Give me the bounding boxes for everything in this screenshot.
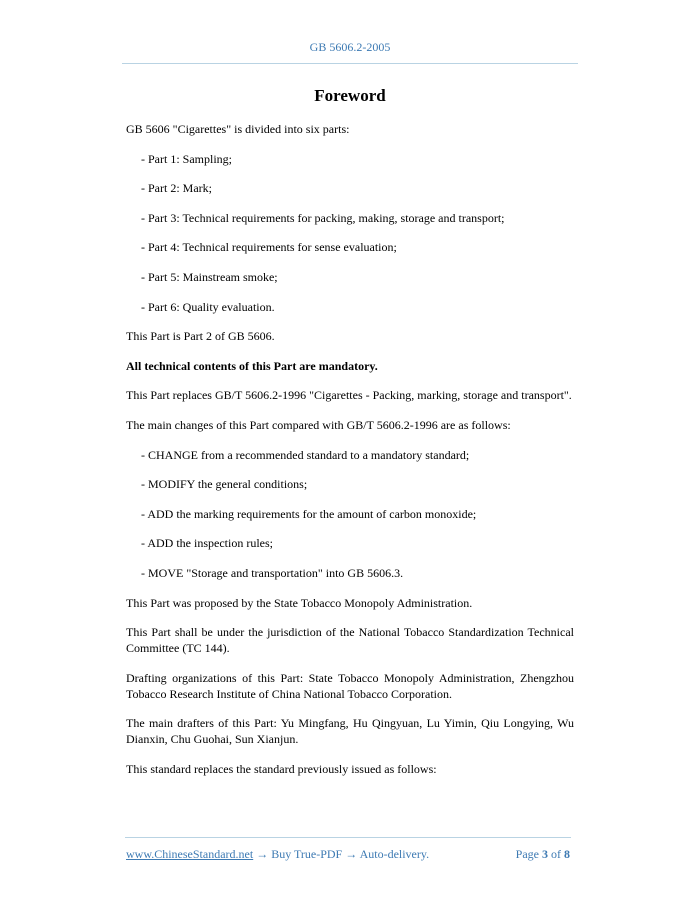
paragraph-part-statement: This Part is Part 2 of GB 5606.: [126, 329, 275, 344]
list-item-part-1: - Part 1: Sampling;: [141, 151, 232, 166]
page-footer: [126, 847, 574, 863]
list-item-part-2: - Part 2: Mark;: [141, 181, 212, 196]
list-item-part-4: - Part 4: Technical requirements for sense evaluation;: [141, 240, 397, 255]
list-item-change-4: - ADD the inspection rules;: [141, 536, 273, 551]
paragraph-previous-issues: This standard replaces the standard previously issued as follows:: [126, 761, 437, 776]
foreword-body: [126, 121, 574, 790]
list-item-change-3: - ADD the marking requirements for the amount of carbon monoxide;: [141, 506, 477, 521]
list-item-change-1: - CHANGE from a recommended standard to a mandatory standard;: [141, 447, 470, 462]
footer-promo: [126, 847, 429, 862]
paragraph-intro: GB 5606 "Cigarettes" is divided into six parts:: [126, 122, 350, 136]
page-label: Page: [515, 847, 539, 861]
page-current: 3: [542, 847, 548, 861]
paragraph-changes-intro: The main changes of this Part compared with GB/T 5606.2-1996 are as follows:: [126, 417, 511, 432]
website-link[interactable]: www.ChineseStandard.net: [126, 847, 254, 861]
list-item-change-5: - MOVE "Storage and transportation" into GB 5606.3.: [141, 565, 404, 580]
list-item-part-6: - Part 6: Quality evaluation.: [141, 299, 275, 314]
page-of-label: of: [551, 847, 561, 861]
paragraph-jurisdiction: This Part shall be under the jurisdiction of the National Tobacco Standardization Technical Committee (TC 144).: [126, 625, 574, 656]
page-number: [516, 847, 570, 862]
running-header: GB 5606.2-2005: [309, 40, 391, 54]
paragraph-drafters: The main drafters of this Part: Yu Mingfang, Hu Qingyuan, Lu Yimin, Qiu Longying, Wu Dianxin, Chu Guohai, Sun Xianjun.: [126, 716, 574, 747]
paragraph-mandatory: All technical contents of this Part are mandatory.: [126, 358, 378, 373]
paragraph-replaces: This Part replaces GB/T 5606.2-1996 "Cigarettes - Packing, marking, storage and transport".: [126, 388, 572, 403]
header-divider: [122, 63, 578, 64]
page-title: Foreword: [314, 86, 386, 105]
list-item-change-2: - MODIFY the general conditions;: [141, 477, 308, 492]
list-item-part-5: - Part 5: Mainstream smoke;: [141, 269, 278, 284]
paragraph-drafting-orgs: Drafting organizations of this Part: State Tobacco Monopoly Administration, Zhengzhou Tobacco Research Institute of China National Tobacco Corporation.: [126, 670, 574, 701]
page-total: 8: [564, 847, 570, 861]
paragraph-proposed-by: This Part was proposed by the State Tobacco Monopoly Administration.: [126, 595, 473, 610]
footer-divider: [125, 837, 571, 838]
list-item-part-3: - Part 3: Technical requirements for packing, making, storage and transport;: [141, 210, 505, 225]
footer-tagline: → Buy True-PDF → Auto-delivery.: [253, 847, 430, 861]
